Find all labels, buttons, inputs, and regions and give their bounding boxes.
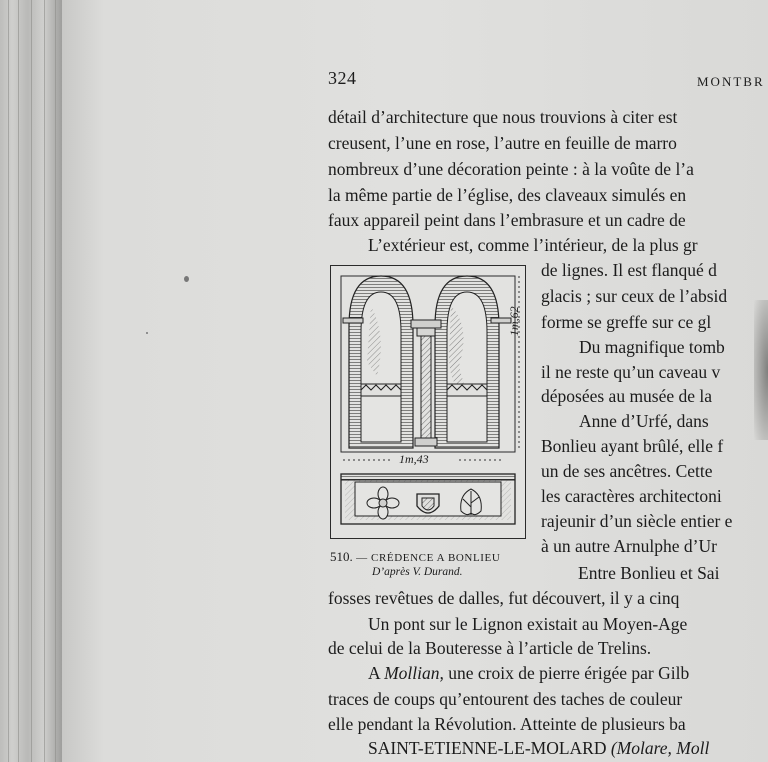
page-fold-shadow — [754, 300, 768, 440]
credence-illustration — [331, 266, 525, 538]
page-number: 324 — [328, 68, 357, 88]
body-line-mollian — [368, 663, 689, 684]
wrap-line: Entre Bonlieu et Sai — [578, 563, 720, 583]
wrap-line: rajeunir d’un siècle entier e — [541, 511, 733, 531]
wrap-line: forme se greffe sur ce gl — [541, 312, 712, 332]
figure-caption-text: — CRÉDENCE A BONLIEU — [356, 552, 501, 564]
wrap-line: Bonlieu ayant brûlé, elle f — [541, 436, 724, 456]
section-heading-italic: (Molare, Moll — [610, 738, 710, 758]
paper-speck — [146, 332, 148, 334]
wrap-line: un de ses ancêtres. Cette — [541, 461, 713, 481]
body-line: nombreux d’une décoration peinte : à la voûte de l’a — [328, 159, 694, 179]
figure-dimension-height: 1m,62 — [507, 306, 521, 336]
mollian-place: Mollian, — [384, 663, 444, 683]
body-line: faux appareil peint dans l’embrasure et un cadre de — [328, 210, 686, 230]
figure-credence-drawing — [330, 265, 526, 539]
section-heading-line — [368, 738, 709, 759]
figure-number: 510. — [330, 549, 353, 564]
wrap-line: Anne d’Urfé, dans — [579, 411, 709, 431]
body-line: elle pendant la Révolution. Atteinte de plusieurs ba — [328, 714, 686, 734]
mollian-text: une croix de pierre érigée par Gilb — [448, 663, 690, 683]
wrap-line: les caractères architectoni — [541, 486, 722, 506]
wrap-line: déposées au musée de la — [541, 386, 713, 406]
body-line: creusent, l’une en rose, l’autre en feuille de marro — [328, 133, 677, 153]
body-line: L’extérieur est, comme l’intérieur, de la plus gr — [368, 235, 698, 255]
body-line: Un pont sur le Lignon existait au Moyen-Age — [368, 614, 688, 634]
figure-credit: D’après V. Durand. — [372, 566, 463, 578]
book-gutter — [0, 0, 62, 762]
body-line: fosses revêtues de dalles, fut découvert, il y a cinq — [328, 588, 680, 608]
paper-speck — [184, 276, 189, 282]
wrap-line: de lignes. Il est flanqué d — [541, 260, 717, 280]
running-head: MONTBR — [697, 74, 765, 89]
figure-caption — [330, 549, 500, 565]
section-heading: SAINT-ETIENNE-LE-MOLARD — [368, 738, 607, 758]
figure-dimension-width: 1m,43 — [399, 452, 429, 466]
wrap-line: glacis ; sur ceux de l’absid — [541, 286, 728, 306]
mollian-prefix: A — [368, 663, 380, 683]
wrap-line: Du magnifique tomb — [579, 337, 725, 357]
wrap-line: à un autre Arnulphe d’Ur — [541, 536, 717, 556]
body-line: de celui de la Bouteresse à l’article de Trelins. — [328, 638, 652, 658]
body-line: traces de coups qu’entourent des taches de couleur — [328, 689, 683, 709]
body-line: la même partie de l’église, des claveaux simulés en — [328, 185, 687, 205]
wrap-line: il ne reste qu’un caveau v — [541, 362, 721, 382]
body-line: détail d’architecture que nous trouvions à citer est — [328, 107, 678, 127]
